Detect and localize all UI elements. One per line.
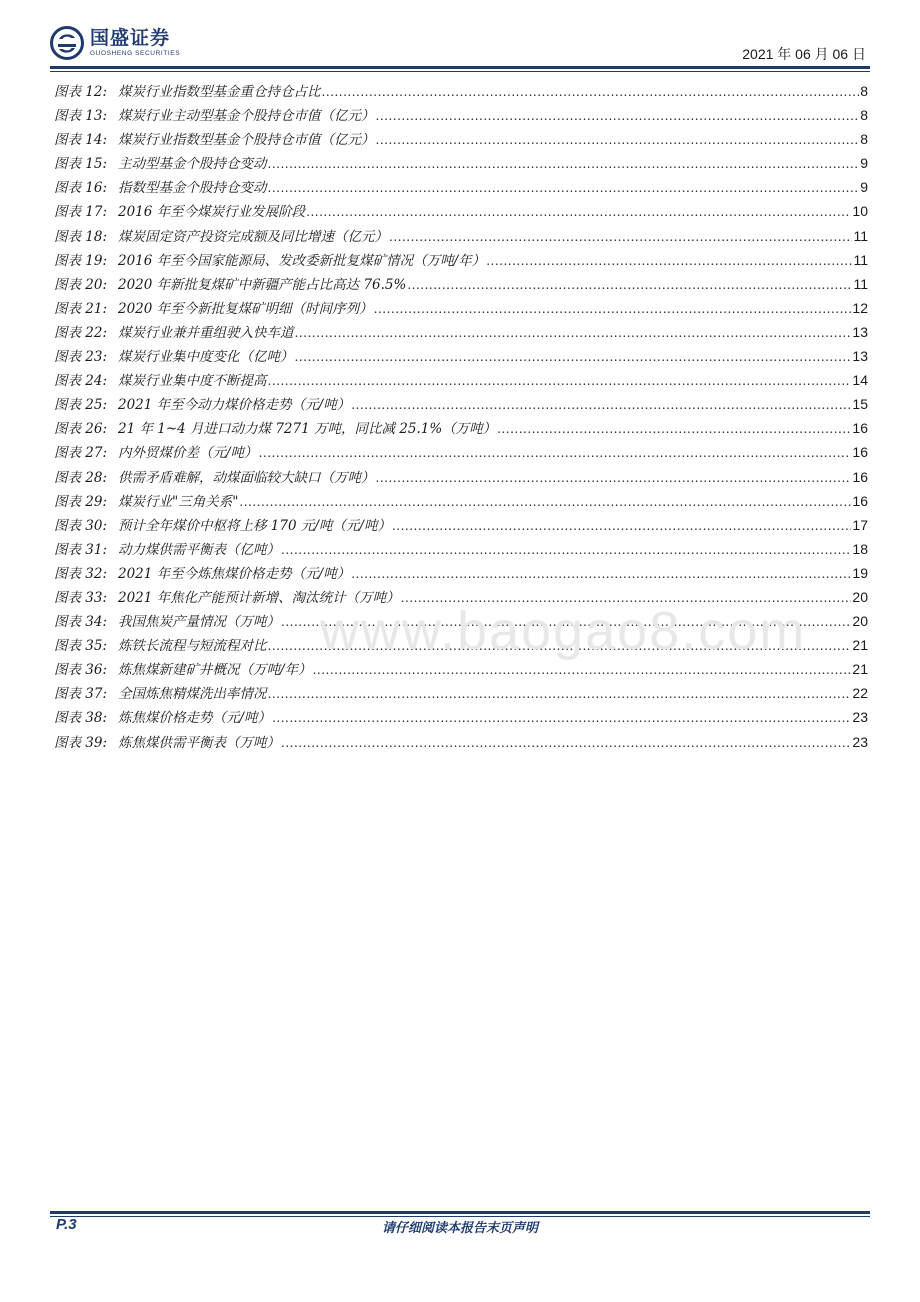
toc-entry-title: 煤炭行业集中度变化（亿吨） [118,349,294,366]
toc-entry-page: 8 [860,131,868,148]
toc-leader-dots [268,156,860,172]
toc-entry-page: 11 [853,275,868,292]
toc-leader-dots [401,590,852,606]
toc-entry[interactable] [54,610,868,634]
toc-entry[interactable] [54,682,868,706]
toc-leader-dots [497,421,851,437]
toc-entry-title: 煤炭行业指数型基金个股持仓市值（亿元） [118,132,375,149]
toc-entry[interactable] [54,249,868,273]
toc-entry[interactable] [54,490,868,514]
toc-entry[interactable] [54,80,868,104]
toc-leader-dots [486,253,852,269]
toc-leader-dots [392,518,851,534]
toc-entry-title: 指数型基金个股持仓变动 [118,180,267,197]
toc-entry[interactable] [54,273,868,297]
toc-entry[interactable] [54,345,868,369]
toc-entry-page: 23 [852,709,868,726]
toc-entry-title: 全国炼焦精煤洗出率情况 [118,686,267,703]
toc-entry-page: 14 [852,372,868,389]
toc-leader-dots [351,566,851,582]
toc-leader-dots [407,277,852,293]
toc-entry-label: 图表 29: [54,493,108,510]
toc-entry[interactable] [54,104,868,128]
toc-entry-label: 图表 27: [54,445,108,462]
toc-entry-title: 2021 年至今炼焦煤价格走势（元/吨） [118,565,351,582]
toc-entry-title: 21 年 1~4 月进口动力煤 7271 万吨，同比减 25.1%（万吨） [118,421,497,438]
toc-entry-label: 图表 31: [54,541,108,558]
toc-entry-label: 图表 39: [54,734,108,751]
toc-leader-dots [268,638,852,654]
toc-leader-dots [281,614,851,630]
toc-leader-dots [376,132,860,148]
toc-entry-title: 2016 年至今煤炭行业发展阶段 [118,204,306,221]
toc-entry-label: 图表 23: [54,349,108,366]
toc-entry-label: 图表 35: [54,638,108,655]
toc-entry-title: 内外贸煤价差（元/吨） [118,445,258,462]
toc-leader-dots [272,710,851,726]
toc-leader-dots [389,229,852,245]
toc-leader-dots [259,445,852,461]
toc-entry-label: 图表 20: [54,276,108,293]
report-date: 2021 年 06 月 06 日 [742,46,866,62]
toc-entry-page: 8 [860,83,868,99]
toc-entry-title: 煤炭行业集中度不断提高 [118,373,267,390]
toc-leader-dots [295,325,852,341]
toc-entry-label: 图表 17: [54,204,108,221]
toc-entry-label: 图表 13: [54,108,108,125]
disclaimer-note: 请仔细阅读本报告末页声明 [381,1221,538,1236]
toc-entry[interactable] [54,417,868,441]
toc-entry[interactable] [54,297,868,321]
toc-entry-title: 2016 年至今国家能源局、发改委新批复煤矿情况（万吨/年） [118,252,486,269]
footer-divider [50,1211,870,1214]
toc-leader-dots [376,470,852,486]
toc-entry[interactable] [54,731,868,755]
toc-entry-label: 图表 26: [54,421,108,438]
toc-entry-label: 图表 34: [54,614,108,631]
toc-entry[interactable] [54,321,868,345]
logo-english-name: GUOSHENG SECURITIES [90,49,181,57]
toc-entry-title: 主动型基金个股持仓变动 [118,156,267,173]
toc-leader-dots [281,735,851,751]
toc-entry[interactable] [54,225,868,249]
toc-entry-title: 煤炭行业兼并重组驶入快车道 [118,324,294,341]
toc-entry[interactable] [54,152,868,176]
toc-entry-label: 图表 21: [54,300,108,317]
toc-entry-label: 图表 12: [54,84,108,100]
toc-entry[interactable] [54,706,868,730]
toc-leader-dots [295,349,852,365]
page-number: P.3 [56,1216,77,1233]
toc-leader-dots [268,686,852,702]
toc-entry[interactable] [54,441,868,465]
toc-entry[interactable] [54,128,868,152]
toc-entry-label: 图表 32: [54,565,108,582]
toc-entry-page: 13 [852,348,868,365]
toc-entry-page: 20 [852,613,868,630]
toc-entry-page: 10 [852,203,868,220]
toc-entry[interactable] [54,369,868,393]
toc-entry-title: 煤炭固定资产投资完成额及同比增速（亿元） [118,228,388,245]
toc-entry[interactable] [54,176,868,200]
toc-entry[interactable] [54,658,868,682]
toc-leader-dots [239,494,851,510]
toc-entry-page: 18 [852,540,868,557]
toc-entry-page: 23 [852,733,868,750]
toc-entry-title: 煤炭行业指数型基金重仓持仓占比 [118,84,321,100]
company-logo [50,26,180,60]
toc-entry-page: 11 [853,227,868,244]
toc-entry-label: 图表 16: [54,180,108,197]
toc-entry[interactable] [54,538,868,562]
toc-entry-page: 8 [860,107,868,124]
toc-entry[interactable] [54,200,868,224]
toc-leader-dots [268,180,860,196]
page-header [50,26,870,70]
toc-leader-dots [306,204,851,220]
guosheng-logo-icon [50,26,84,60]
toc-entry-page: 21 [852,637,868,654]
toc-leader-dots [374,301,852,317]
toc-entry-label: 图表 30: [54,517,108,534]
toc-entry-label: 图表 37: [54,686,108,703]
toc-entry-page: 16 [852,468,868,485]
toc-entry-page: 21 [852,661,868,678]
toc-entry-title: 动力煤供需平衡表（亿吨） [118,541,280,558]
toc-entry[interactable] [54,562,868,586]
toc-entry-title: 煤炭行业主动型基金个股持仓市值（亿元） [118,108,375,125]
toc-entry-page: 22 [852,685,868,702]
toc-entry-page: 17 [852,516,868,533]
toc-entry-title: 煤炭行业"三角关系" [118,493,239,510]
toc-entry-page: 9 [860,179,868,196]
toc-entry-page: 9 [860,155,868,172]
header-divider-thin [50,71,870,72]
toc-entry[interactable] [54,634,868,658]
toc-entry-label: 图表 24: [54,373,108,390]
toc-entry-label: 图表 25: [54,397,108,414]
toc-entry-title: 2021 年至今动力煤价格走势（元/吨） [118,397,351,414]
toc-entry-label: 图表 28: [54,469,108,486]
toc-entry-page: 15 [852,396,868,413]
toc-entry-title: 2021 年焦化产能预计新增、淘汰统计（万吨） [118,589,400,606]
toc-entry-page: 16 [852,420,868,437]
toc-entry-page: 20 [852,588,868,605]
toc-entry-label: 图表 33: [54,589,108,606]
toc-leader-dots [268,373,852,389]
toc-entry[interactable] [54,586,868,610]
toc-entry-title: 2020 年新批复煤矿中新疆产能占比高达 76.5% [118,276,407,293]
toc-entry-label: 图表 36: [54,662,108,679]
toc-leader-dots [351,397,851,413]
toc-entry-label: 图表 15: [54,156,108,173]
toc-entry-page: 16 [852,444,868,461]
toc-leader-dots [313,662,852,678]
toc-leader-dots [376,108,860,124]
toc-entry-label: 图表 18: [54,228,108,245]
toc-entry-title: 炼焦煤供需平衡表（万吨） [118,734,280,751]
toc-entry-page: 19 [852,564,868,581]
toc-entry[interactable] [54,393,868,417]
toc-entry-page: 16 [852,492,868,509]
toc-entry-label: 图表 22: [54,324,108,341]
header-divider [50,66,870,69]
toc-entry-title: 预计全年煤价中枢将上移 170 元/吨（元/吨） [118,517,391,534]
toc-leader-dots [281,542,851,558]
toc-entry-page: 11 [853,251,868,268]
figure-index [54,80,868,755]
watermark: www.baogao8.com [320,601,807,661]
toc-entry-title: 我国焦炭产量情况（万吨） [118,614,280,631]
toc-entry-page: 12 [852,299,868,316]
toc-leader-dots [322,84,860,100]
toc-entry[interactable] [54,514,868,538]
toc-entry-page: 13 [852,323,868,340]
toc-entry[interactable] [54,466,868,490]
logo-chinese-name: 国盛证券 [90,26,171,49]
toc-entry-label: 图表 38: [54,710,108,727]
toc-entry-title: 2020 年至今新批复煤矿明细（时间序列） [118,300,373,317]
toc-entry-title: 炼焦煤价格走势（元/吨） [118,710,272,727]
toc-entry-title: 炼铁长流程与短流程对比 [118,638,267,655]
toc-entry-title: 炼焦煤新建矿井概况（万吨/年） [118,662,312,679]
toc-entry-label: 图表 14: [54,132,108,149]
toc-entry-label: 图表 19: [54,252,108,269]
toc-entry-title: 供需矛盾难解，动煤面临较大缺口（万吨） [118,469,375,486]
